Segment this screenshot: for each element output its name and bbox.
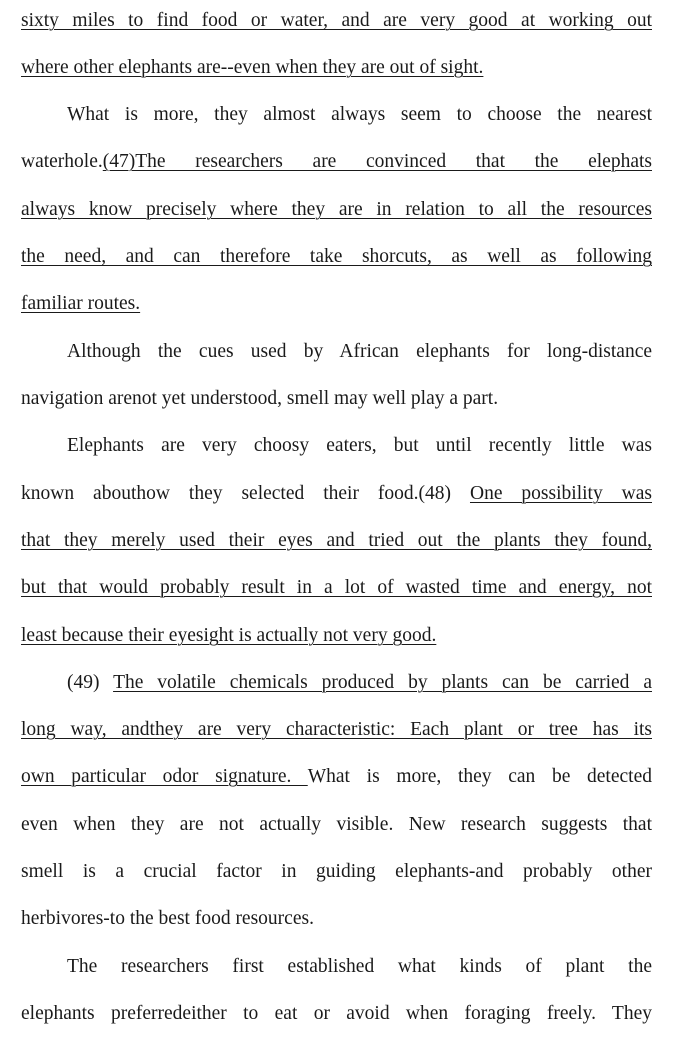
text-line (21, 621, 652, 651)
text-segment: herbivores-to the best food resources. (21, 908, 314, 929)
text-line (21, 810, 652, 840)
text-segment: own particular odor signature. (21, 766, 308, 787)
text-line (21, 384, 652, 414)
text-segment: familiar routes. (21, 293, 141, 314)
text-line (21, 526, 652, 556)
text-segment: that they merely used their eyes and tried out the plants they found, (21, 530, 652, 551)
text-segment: navigation arenot yet understood, smell may well play a part. (21, 388, 499, 409)
text-segment: Elephants are very choosy eaters, but until recently little was (67, 435, 652, 456)
text-segment: sixty miles to find food or water, and are very good at working out (21, 10, 652, 31)
text-line (21, 289, 652, 319)
text-line (21, 147, 652, 177)
text-segment: even when they are not actually visible. New research suggests that (21, 814, 652, 835)
text-segment: known abouthow they selected their food.(48) (21, 483, 470, 504)
text-segment: What is more, they almost always seem to choose the nearest (67, 104, 652, 125)
text-line (21, 573, 652, 603)
text-line (21, 6, 652, 36)
text-line (21, 715, 652, 745)
text-line (21, 857, 652, 887)
text-segment: long way, andthey are very characteristic: Each plant or tree has its (21, 719, 652, 740)
text-segment: the need, and can therefore take shorcuts, as well as following (21, 246, 652, 267)
text-segment: (49) (67, 672, 114, 693)
text-line (21, 668, 652, 698)
text-segment: always know precisely where they are in relation to all the resources (21, 199, 652, 220)
text-line (21, 999, 652, 1029)
text-line (21, 952, 652, 982)
text-line (21, 431, 652, 461)
text-line (21, 195, 652, 225)
text-segment: where other elephants are--even when they are out of sight. (21, 57, 484, 78)
text-line (21, 479, 652, 509)
text-segment: (47)The researchers are convinced that the elephats (102, 151, 652, 172)
text-segment: One possibility was (469, 483, 652, 504)
text-segment: What is more, they can be detected (307, 766, 652, 787)
text-line (21, 242, 652, 272)
text-segment: waterhole. (21, 151, 103, 172)
text-line (21, 762, 652, 792)
text-segment: least because their eyesight is actually not very good. (21, 625, 437, 646)
text-segment: The researchers first established what kinds of plant the (67, 956, 652, 977)
text-segment: The volatile chemicals produced by plants can be carried a (113, 672, 652, 693)
text-segment: but that would probably result in a lot of wasted time and energy, not (21, 577, 652, 598)
text-line (21, 904, 652, 934)
text-line (21, 53, 652, 83)
text-segment: smell is a crucial factor in guiding elephants-and probably other (21, 861, 652, 882)
text-line (21, 100, 652, 130)
text-segment: elephants preferredeither to eat or avoid when foraging freely. They (21, 1003, 652, 1024)
text-line (21, 337, 652, 367)
text-segment: Although the cues used by African elephants for long-distance (67, 341, 652, 362)
